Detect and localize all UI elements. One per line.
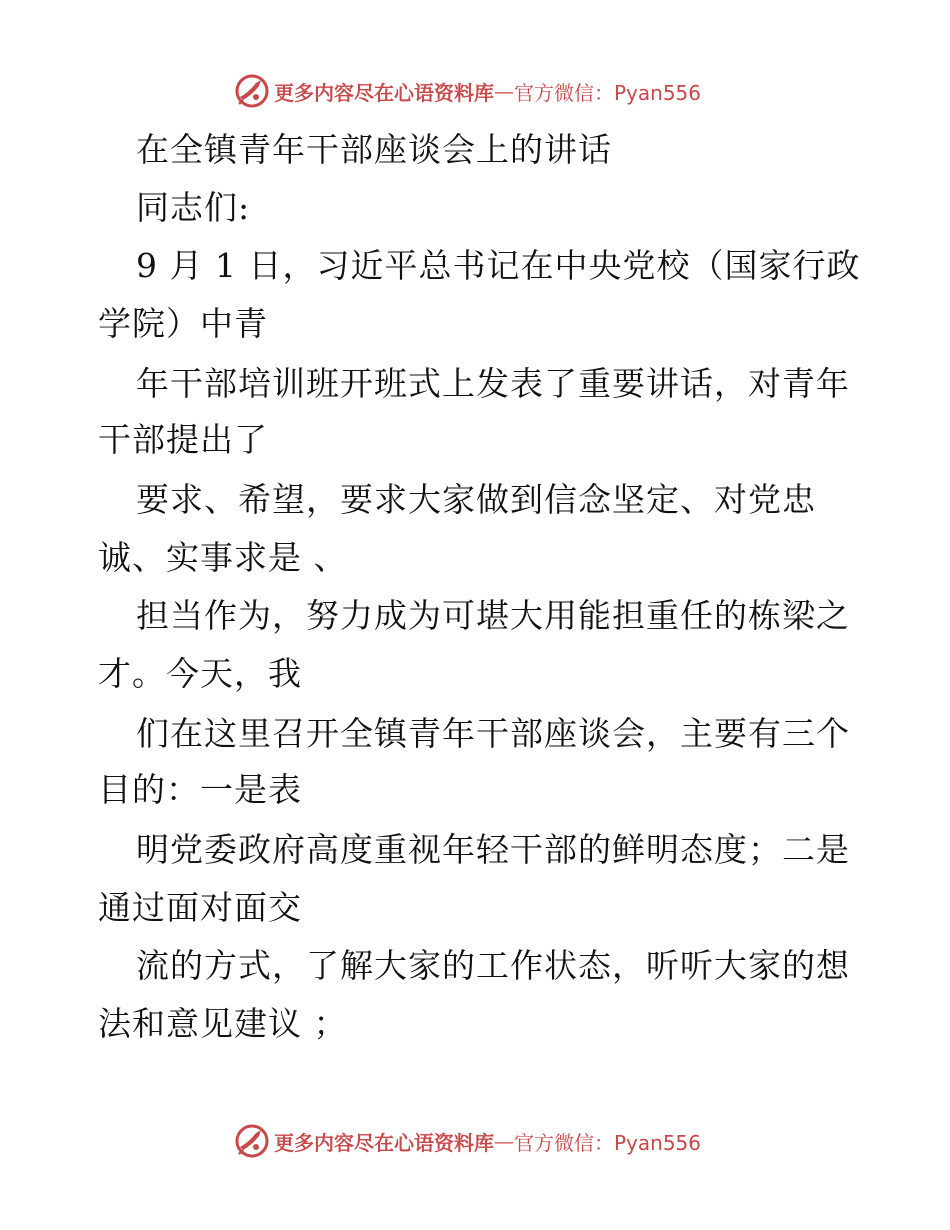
- banner-slogan: 更多内容尽在心语资料库: [274, 80, 494, 105]
- footer-banner: [0, 1121, 950, 1161]
- document-title: 在全镇青年干部座谈会上的讲话: [136, 130, 612, 169]
- pen-logo-icon: [234, 73, 270, 109]
- banner-separator: —: [494, 79, 514, 103]
- paragraph-line: 们在这里召开全镇青年干部座谈会，主要有三个: [136, 714, 850, 753]
- paragraph-line: 诚、实事求是 、: [98, 538, 348, 577]
- paragraph-line: 法和意见建议 ；: [98, 1004, 348, 1043]
- paragraph-line: 9 月 1 日，习近平总书记在中央党校（国家行政: [136, 246, 861, 285]
- salutation: 同志们:: [136, 188, 251, 227]
- pen-logo-icon: [234, 1123, 270, 1159]
- paragraph-line: 担当作为，努力成为可堪大用能担重任的栋梁之: [136, 596, 850, 635]
- paragraph-line: 学院）中青: [98, 304, 268, 343]
- paragraph-line: 明党委政府高度重视年轻干部的鲜明态度；二是: [136, 830, 850, 869]
- banner-separator: —: [494, 1129, 514, 1153]
- paragraph-line: 年干部培训班开班式上发表了重要讲话，对青年: [136, 364, 850, 403]
- paragraph-line: 干部提出了: [98, 420, 268, 459]
- paragraph-line: 目的：一是表: [98, 770, 302, 809]
- banner-wechat: 官方微信：Pyan556: [514, 1130, 702, 1155]
- paragraph-line: 才。今天，我: [98, 654, 302, 693]
- paragraph-line: 要求、希望，要求大家做到信念坚定、对党忠: [136, 480, 816, 519]
- paragraph-line: 流的方式，了解大家的工作状态，听听大家的想: [136, 946, 850, 985]
- banner-slogan: 更多内容尽在心语资料库: [274, 1130, 494, 1155]
- header-banner: [0, 71, 950, 111]
- banner-wechat: 官方微信：Pyan556: [514, 80, 702, 105]
- paragraph-line: 通过面对面交: [98, 888, 302, 927]
